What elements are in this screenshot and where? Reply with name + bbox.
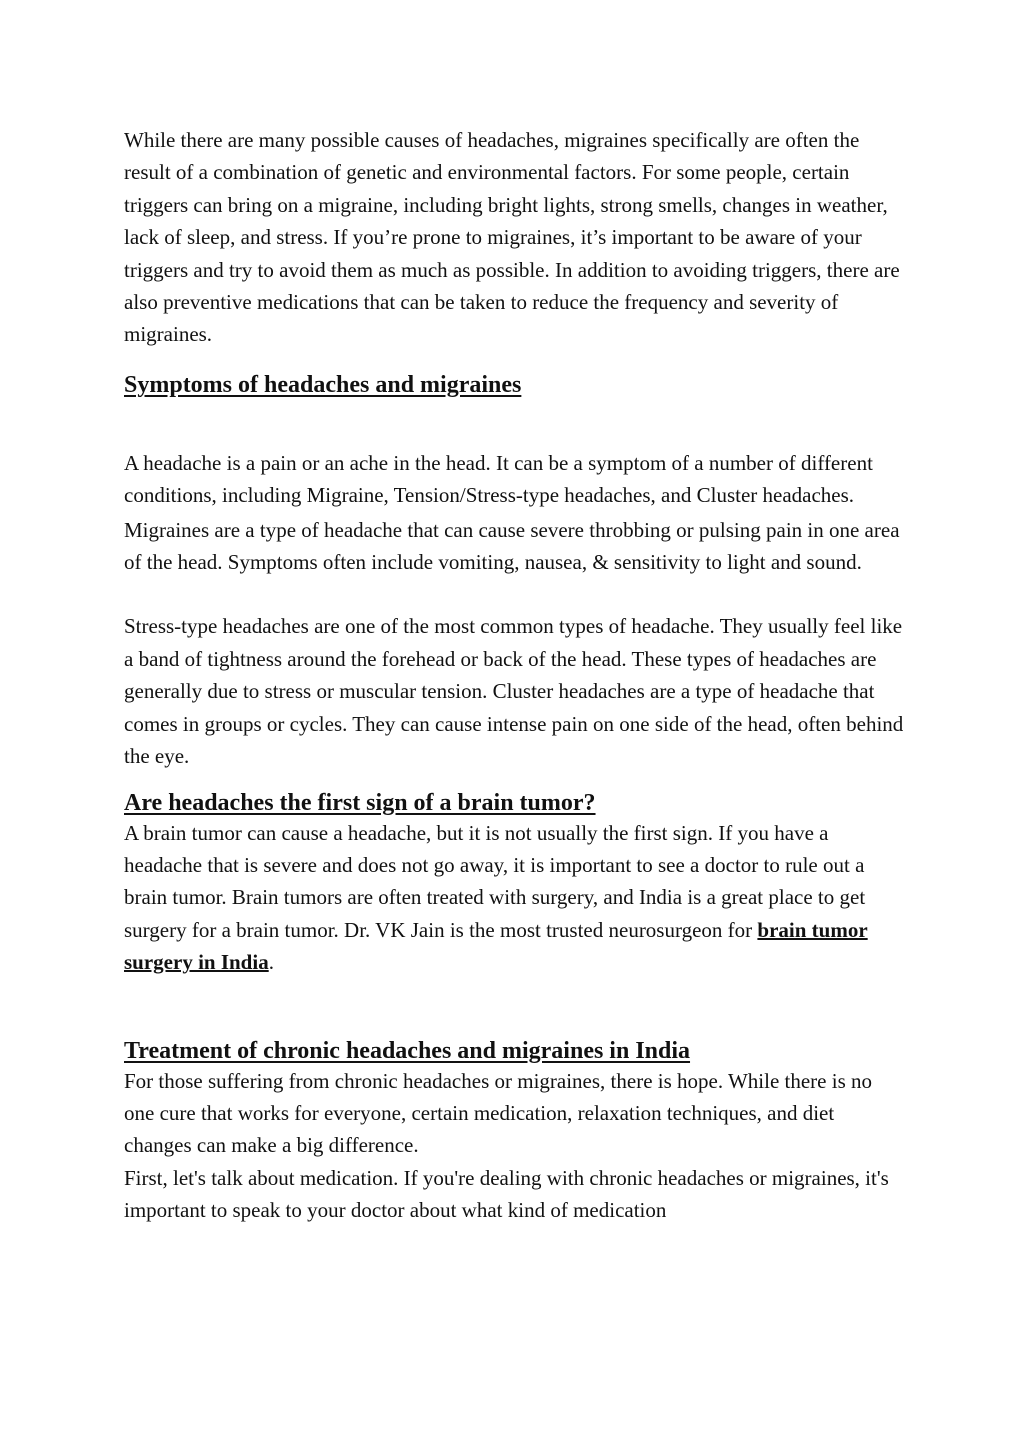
treatment-paragraph-1: For those suffering from chronic headaches or migraines, there is hope. While there is no one cure that works for everyone, certain medication, relaxation techniques, and diet changes can make a big difference. <box>124 1068 873 1158</box>
symptoms-paragraph-2: Migraines are a type of headache that can cause severe throbbing or pulsing pain in one area of the head. Symptoms often include vomiting, nausea, & sensitivity to light and sound. <box>124 517 900 575</box>
document-page <box>124 124 904 1227</box>
symptoms-paragraph-3: Stress-type headaches are one of the most common types of headache. They usually feel like a band of tightness around the forehead or back of the head. These types of headaches are generally due to stress or muscular tension. Cluster headaches are a type of headache that comes in groups or cycles. They can cause intense pain on one side of the head, often behind the eye. <box>124 614 904 769</box>
heading-treatment: Treatment of chronic headaches and migraines in India <box>124 1037 691 1064</box>
brain-tumor-text: A brain tumor can cause a headache, but it is not usually the first sign. If you have a headache that is severe and does not go away, it is important to see a doctor to rule out a brain tumor. Brain tumors are often treated with surgery, and India is a great place to get surgery for a brain tumor. Dr. VK Jain is the most trusted neurosurgeon for <box>124 820 866 942</box>
brain-tumor-surgery-link[interactable]: brain tumor surgery in India <box>124 917 868 975</box>
heading-symptoms: Symptoms of headaches and migraines <box>124 371 522 398</box>
brain-tumor-text-end: . <box>268 950 274 975</box>
brain-tumor-paragraph <box>124 817 904 979</box>
symptoms-paragraph-1: A headache is a pain or an ache in the head. It can be a symptom of a number of different conditions, including Migraine, Tension/Stress-type headaches, and Cluster headaches. <box>124 450 873 508</box>
heading-brain-tumor: Are headaches the first sign of a brain tumor? <box>124 789 596 816</box>
treatment-paragraph-2: First, let's talk about medication. If you're dealing with chronic headaches or migraines, it's important to speak to your doctor about what kind of medication <box>124 1165 889 1223</box>
intro-paragraph: While there are many possible causes of headaches, migraines specifically are often the result of a combination of genetic and environmental factors. For some people, certain triggers can bring on a migraine, including bright lights, strong smells, changes in weather, lack of sleep, and stress. If you’re prone to migraines, it’s important to be aware of your triggers and try to avoid them as much as possible. In addition to avoiding triggers, there are also preventive medications that can be taken to reduce the frequency and severity of migraines. <box>124 128 900 347</box>
